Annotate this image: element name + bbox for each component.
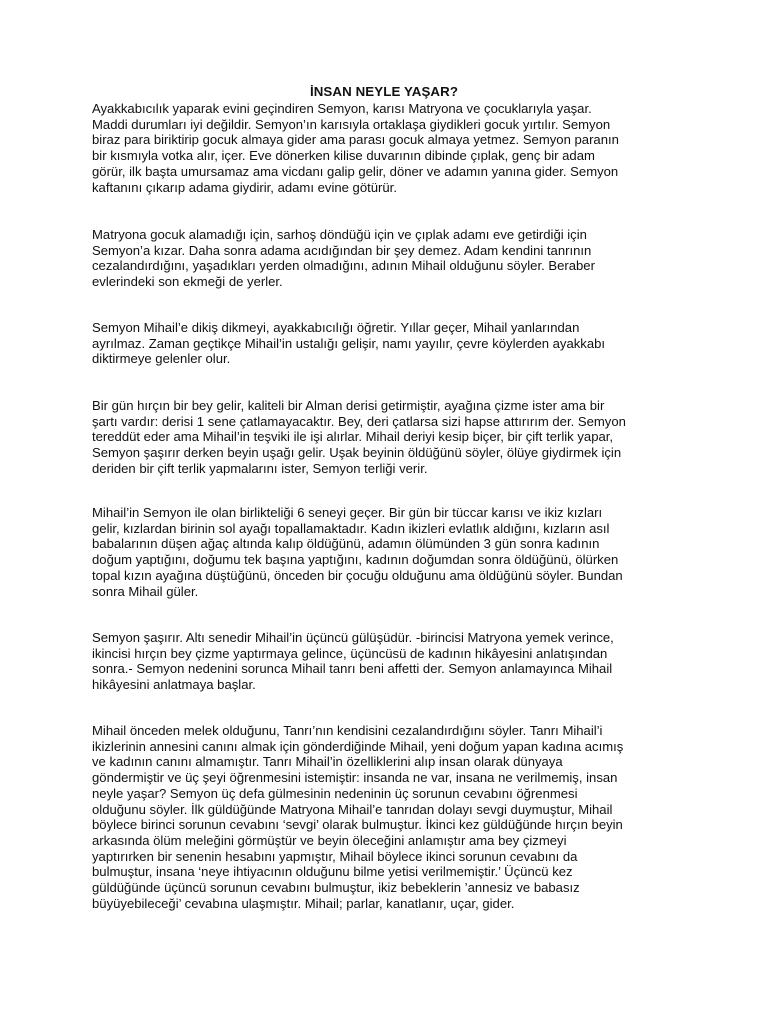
paragraph-5: Mihail’in Semyon ile olan birlikteliği 6 seneyi geçer. Bir gün bir tüccar karısı ve ikiz kızları gelir, kızlardan birinin sol ayağı topallamaktadır. Kadın ikizleri evlatlık aldığını, kızların asıl babalarının düşen ağaç altında kalıp öldüğünü, adamın ölümünden 3 gün sonra kadının doğum yaptığını, doğumu tek başına yaptığını, kadının doğumdan sonra öldüğünü, ölürken topal kızın ayağına düştüğünü, önceden bir çocuğu olduğunu ama öldüğünü söyler. Bundan sonra Mihail güler. <box>92 505 623 599</box>
paragraph-3: Semyon Mihail’e dikiş dikmeyi, ayakkabıcılığı öğretir. Yıllar geçer, Mihail yanlarından ayrılmaz. Zaman geçtikçe Mihail’in ustalığı gelişir, namı yayılır, çevre köylerden ayakkabı diktirmeye gelenler olur. <box>92 320 606 367</box>
document-title: İNSAN NEYLE YAŞAR? <box>309 84 459 99</box>
paragraph-7: Mihail önceden melek olduğunu, Tanrı’nın kendisini cezalandırdığını söyler. Tanrı Mihail’i ikizlerinin annesini canını almak için gönderdiğinde Mihail, yeni doğum yapan kadına acımış ve kadının canını almamıştır. Tanrı Mihail’in özelliklerini alıp insan olarak dünyaya göndermiştir ve üç şeyi öğrenmesini istemiştir: insanda ne var, insana ne verilmemiş, insan neyle yaşar? Semyon üç defa gülmesinin nedeninin üç sorunun cevabını öğrenmesi olduğunu söyler. İlk güldüğünde Matryona Mihail’e tanrıdan dolayı sevgi duymuştur, Mihail böylece birinci sorunun cevabını ‘sevgi’ olarak bulmuştur. İkinci kez güldüğünde hırçın beyin arkasında ölüm meleğini görmüştür ve beyin öleceğini anlamıştır ama bey çizmeyi yaptırırken bir senenin hesabını yapmıştır, Mihail böylece ikinci sorunun cevabını da bulmuştur, insana ‘neye ihtiyacının olduğunu bilme yetisi verilmemiştir.’ Üçüncü kez güldüğünde üçüncü sorunun cevabını bulmuştur, ikiz bebeklerin ’annesiz ve babasız büyüyebileceği’ cevabına ulaşmıştır. Mihail; parlar, kanatlanır, uçar, gider. <box>92 723 624 911</box>
paragraph-1: Ayakkabıcılık yaparak evini geçindiren Semyon, karısı Matryona ve çocuklarıyla yaşar. Maddi durumları iyi değildir. Semyon’ın karısıyla ortaklaşa giydikleri gocuk yırtılır. Semyon biraz para biriktirip gocuk almaya gider ama parası gocuk almaya yetmez. Semyon paranın bir kısmıyla votka alır, içer. Eve dönerken kilise duvarının dibinde çıplak, genç bir adam görür, ilk başta umursamaz ama vicdanı galip gelir, döner ve adamın yanına gider. Semyon kaftanını çıkarıp adama giydirir, adamı evine götürür. <box>92 101 619 195</box>
paragraph-2: Matryona gocuk alamadığı için, sarhoş döndüğü için ve çıplak adamı eve getirdiği için Semyon’a kızar. Daha sonra adama acıdığından bir şey demez. Adam kendini tanrının cezalandırdığını, yaşadıkları yerden olmadığını, adının Mihail olduğunu söyler. Beraber evlerindeki son ekmeği de yerler. <box>92 227 595 290</box>
paragraph-6: Semyon şaşırır. Altı senedir Mihail’in üçüncü gülüşüdür. -birincisi Matryona yemek verince, ikincisi hırçın bey çizme yaptırmaya gelince, üçüncüsü de kadının hikâyesini anlatışından sonra.- Semyon nedenini sorunca Mihail tanrı beni affetti der. Semyon anlamayınca Mihail hikâyesini anlatmaya başlar. <box>92 630 614 693</box>
paragraph-4: Bir gün hırçın bir bey gelir, kaliteli bir Alman derisi getirmiştir, ayağına çizme ister ama bir şartı vardır: derisi 1 sene çatlamayacaktır. Bey, deri çatlarsa sizi hapse attırırım der. Semyon tereddüt eder ama Mihail’in teşviki ile işi alırlar. Mihail deriyi kesip biçer, bir çift terlik yapar, Semyon şaşırır derken beyin uşağı gelir. Uşak beyinin öldüğünü söyler, ölüye giydirmek için deriden bir çift terlik yapmalarını ister, Semyon terliği verir. <box>92 398 626 476</box>
